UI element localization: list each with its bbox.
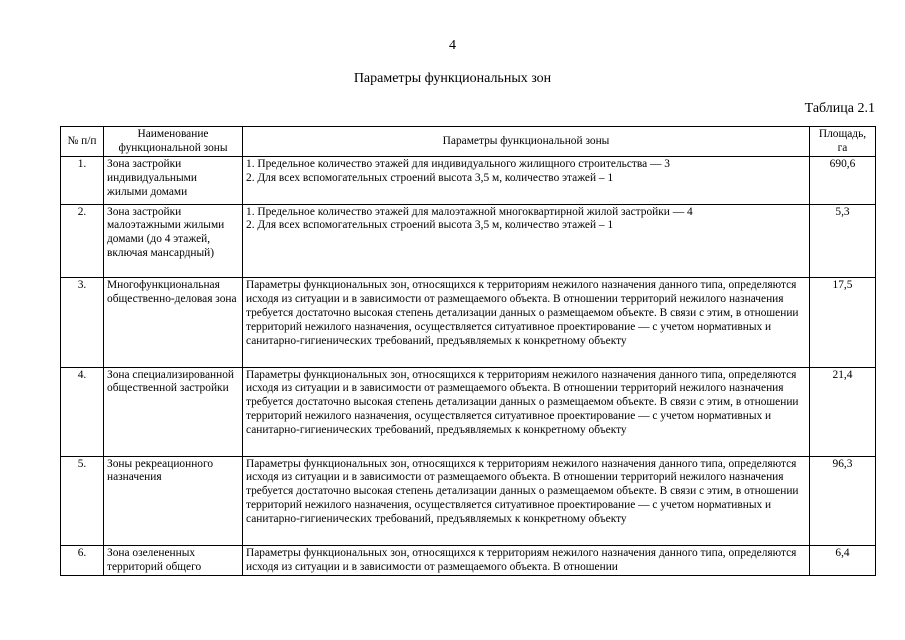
- zone-name: Зоны рекреационного назначения: [104, 456, 243, 545]
- zone-name: Зона специализированной общественной застройки: [104, 367, 243, 456]
- header-params: Параметры функциональной зоны: [243, 127, 810, 157]
- zone-area: 17,5: [810, 278, 876, 367]
- zone-area: 5,3: [810, 204, 876, 278]
- header-num: № п/п: [61, 127, 104, 157]
- row-num: 5.: [61, 456, 104, 545]
- zone-params: Параметры функциональных зон, относящихся к территориям нежилого назначения данного типа, определяются исходя из ситуации и в зависимости от размещаемого объекта. В отношении территорий нежилого назначения требуется достаточно высокая степень детализации данных о размещаемом объекте. В связи с этим, в отношении территорий нежилого назначения, осуществляется ситуативное проектирование — с учетом нормативных и санитарно-гигиенических требований, предъявляемых к конкретному объекту: [243, 456, 810, 545]
- row-num: 3.: [61, 278, 104, 367]
- zone-name: Зона озелененных территорий общего: [104, 545, 243, 575]
- zone-area: 690,6: [810, 157, 876, 205]
- row-num: 6.: [61, 545, 104, 575]
- row-num: 4.: [61, 367, 104, 456]
- zone-params: Параметры функциональных зон, относящихся к территориям нежилого назначения данного типа, определяются исходя из ситуации и в зависимости от размещаемого объекта. В отношении территорий нежилого назначения требуется достаточно высокая степень детализации данных о размещаемом объекте. В связи с этим, в отношении территорий нежилого назначения, осуществляется ситуативное проектирование — с учетом нормативных и санитарно-гигиенических требований, предъявляемых к конкретному объекту: [243, 278, 810, 367]
- zone-area: 21,4: [810, 367, 876, 456]
- table-caption: Таблица 2.1: [804, 101, 875, 116]
- params-item: 2. Для всех вспомогательных строений высота 3,5 м, количество этажей – 1: [246, 171, 614, 184]
- parameters-table: [60, 126, 876, 576]
- zone-name: Многофункциональная общественно-деловая зона: [104, 278, 243, 367]
- table-row: [61, 157, 876, 205]
- params-item: 1. Предельное количество этажей для малоэтажной многоквартирной жилой застройки — 4: [246, 205, 693, 218]
- header-area: Площадь, га: [810, 127, 876, 157]
- zone-name: Зона застройки индивидуальными жилыми домами: [104, 157, 243, 205]
- zone-area: 6,4: [810, 545, 876, 575]
- table-row: [61, 278, 876, 367]
- params-item: 1. Предельное количество этажей для индивидуального жилищного строительства — 3: [246, 158, 670, 170]
- zone-params: [243, 157, 810, 205]
- zone-params: [243, 204, 810, 278]
- header-name: Наименование функциональной зоны: [104, 127, 243, 157]
- page-title: Параметры функциональных зон: [353, 71, 552, 86]
- table-row: [61, 545, 876, 575]
- zone-params: Параметры функциональных зон, относящихся к территориям нежилого назначения данного типа, определяются исходя из ситуации и в зависимости от размещаемого объекта. В отношении: [243, 545, 810, 575]
- row-num: 2.: [61, 204, 104, 278]
- table-header-row: [61, 127, 876, 157]
- table-row: [61, 367, 876, 456]
- zone-params: Параметры функциональных зон, относящихся к территориям нежилого назначения данного типа, определяются исходя из ситуации и в зависимости от размещаемого объекта. В отношении территорий нежилого назначения требуется достаточно высокая степень детализации данных о размещаемом объекте. В связи с этим, в отношении территорий нежилого назначения, осуществляется ситуативное проектирование — с учетом нормативных и санитарно-гигиенических требований, предъявляемых к конкретному объекту: [243, 367, 810, 456]
- page-number: 4: [449, 38, 456, 53]
- zone-name: Зона застройки малоэтажными жилыми домами (до 4 этажей, включая мансардный): [104, 204, 243, 278]
- zone-area: 96,3: [810, 456, 876, 545]
- table-row: [61, 456, 876, 545]
- row-num: 1.: [61, 157, 104, 205]
- table-row: [61, 204, 876, 278]
- params-item: 2. Для всех вспомогательных строений высота 3,5 м, количество этажей – 1: [246, 219, 614, 232]
